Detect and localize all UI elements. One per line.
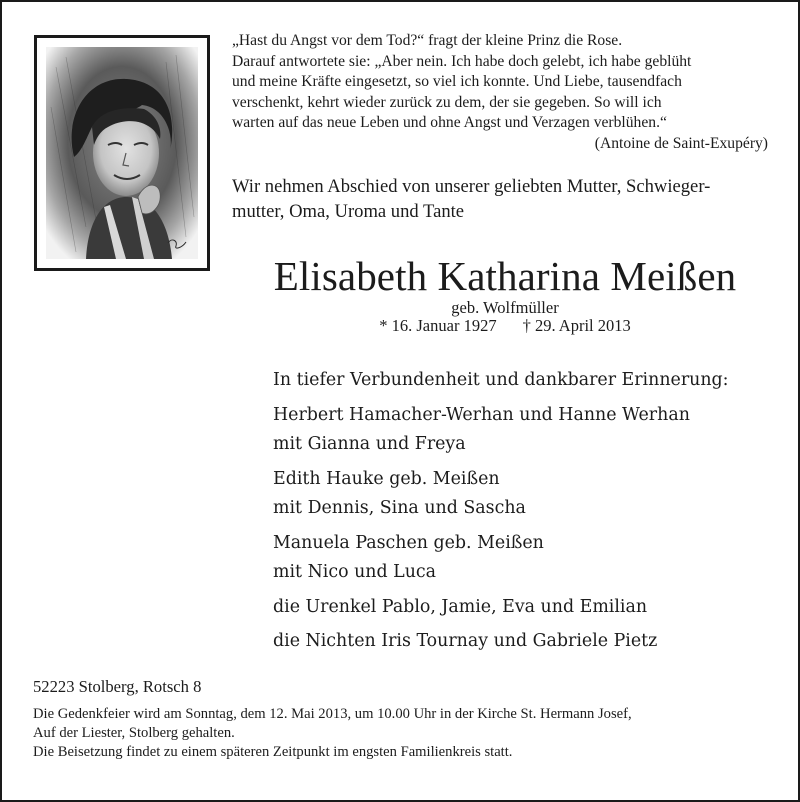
- family-address: 52223 Stolberg, Rotsch 8: [33, 677, 202, 696]
- poem-quote: [232, 31, 768, 154]
- intro-line: Wir nehmen Abschied von unserer geliebten Mutter, Schwieger-: [232, 176, 711, 197]
- service-notice: [33, 705, 773, 762]
- photo-mat: [37, 38, 207, 268]
- mourner-line: mit Dennis, Sina und Sascha: [273, 498, 526, 518]
- birth-name: geb. Wolfmüller: [451, 298, 559, 317]
- farewell-intro: [232, 174, 772, 224]
- mourner-line: Edith Hauke geb. Meißen: [273, 468, 500, 489]
- mourner-line: Manuela Paschen geb. Meißen: [273, 532, 544, 553]
- death-date: † 29. April 2013: [522, 316, 631, 335]
- mourner-line: die Nichten Iris Tournay und Gabriele Pietz: [273, 631, 658, 651]
- mourner-line: mit Gianna und Freya: [273, 434, 466, 454]
- mourner-line: Herbert Hamacher-Werhan und Hanne Werhan: [273, 404, 690, 425]
- mourner-line: die Urenkel Pablo, Jamie, Eva und Emilian: [273, 596, 648, 617]
- mourners-list: [273, 366, 773, 657]
- notice-line: Die Gedenkfeier wird am Sonntag, dem 12. Mai 2013, um 10.00 Uhr in der Kirche St. Hermann Josef,: [33, 706, 632, 722]
- mourner-line: mit Nico und Luca: [273, 562, 437, 582]
- notice-line: Die Beisetzung findet zu einem späteren Zeitpunkt im engsten Familienkreis statt.: [33, 744, 513, 760]
- portrait-photo: [34, 35, 210, 271]
- quote-line: verschenkt, kehrt wieder zurück zu dem, der sie gegeben. So will ich: [232, 93, 662, 111]
- quote-line: und meine Kräfte eingesetzt, so viel ich konnte. Und Liebe, tausendfach: [232, 73, 682, 90]
- notice-line: Auf der Liester, Stolberg gehalten.: [33, 725, 235, 741]
- deceased-name: Elisabeth Katharina Meißen: [273, 253, 737, 299]
- quote-line: warten auf das neue Leben und ohne Angst und Verzagen verblühen.“: [232, 114, 667, 131]
- quote-line: „Hast du Angst vor dem Tod?“ fragt der kleine Prinz die Rose.: [232, 32, 623, 49]
- mourner-group: [273, 401, 773, 460]
- life-dates: [232, 316, 778, 336]
- intro-line: mutter, Oma, Uroma und Tante: [232, 201, 465, 222]
- mourner-group: [273, 593, 773, 623]
- quote-author: (Antoine de Saint-Exupéry): [594, 134, 768, 152]
- birth-date: * 16. Januar 1927: [379, 316, 497, 335]
- mourners-heading: In tiefer Verbundenheit und dankbarer Erinnerung:: [273, 370, 729, 390]
- portrait-photo-icon: [46, 47, 198, 259]
- mourner-group: [273, 465, 773, 524]
- quote-line: Darauf antwortete sie: „Aber nein. Ich habe doch gelebt, ich habe geblüht: [232, 52, 692, 70]
- mourner-group: [273, 529, 773, 588]
- mourner-group: [273, 627, 773, 657]
